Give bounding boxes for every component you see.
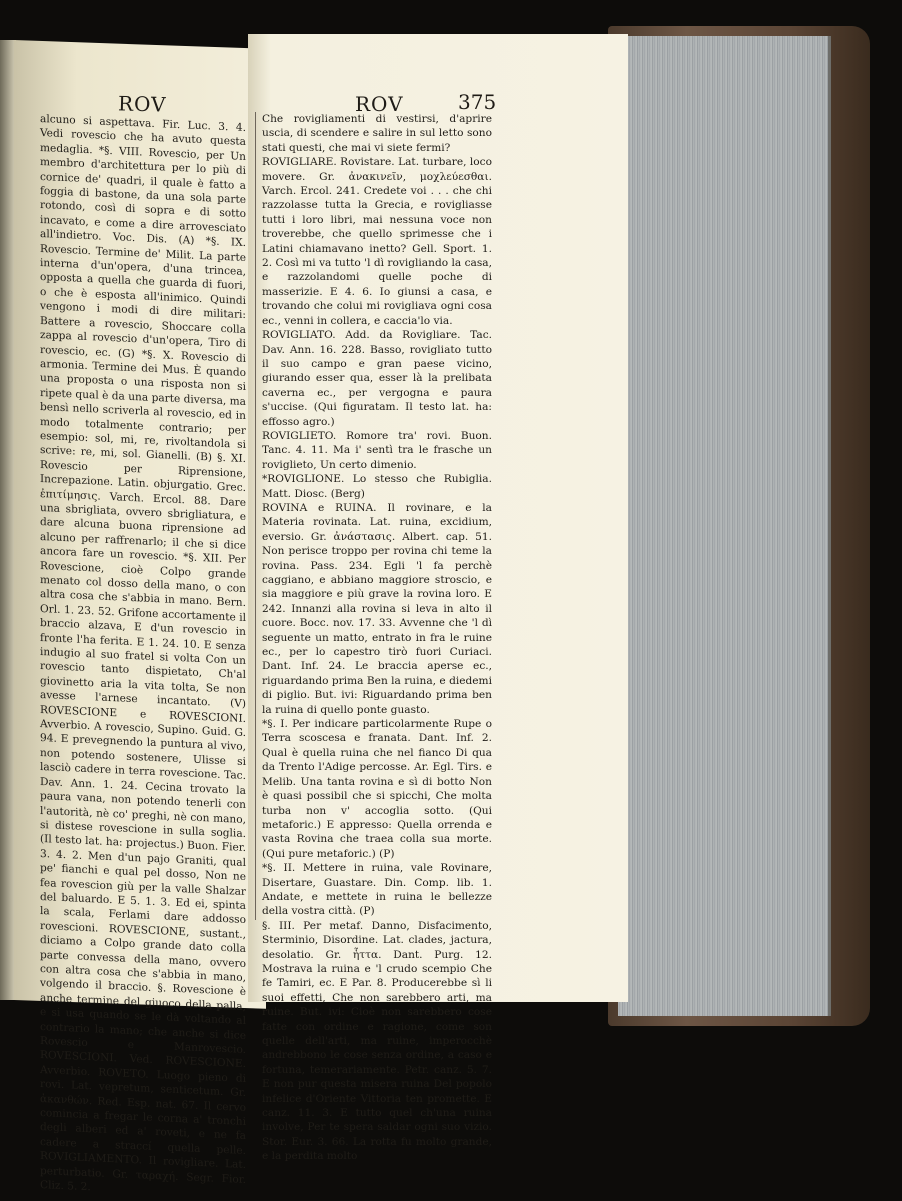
entry-paragraph: *§. I. Per indicare particolarmente Rupe o Terra scoscesa e franata. Dant. Inf. 2. Qual è quella ruina che nel fianco Di qua da Trento l'Adige percosse. Ar. Egl. Tirs. e Melib. Una tanta rovina e sì di botto Non è quasi possibil che si spicchi, Che molta turba non v' accoglia sotto. (Qui metaforic.) E appresso: Quella orrenda e vasta Rovina che traea colla sua morte. (Qui pure metaforic.) (P) xyxy=(262,718,492,860)
entry-paragraph: *ROVIGLIONE. Lo stesso che Rubiglia. Matt. Diosc. (Berg) xyxy=(262,473,492,500)
left-column-body: alcuno si aspettava. Fir. Luc. 3. 4. Vedi rovescio che ha avuto questa medaglia. *§. VIII. Rovescio, per Un membro d'architettura per lo più di cornice de' quadri, il quale è fatto a foggia di bastone, da una sola parte rotondo, così di sopra e di sotto incavato, e come a dire arrovesciato all'indietro. Voc. Dis. (A) *§. IX. Rovescio. Termine de' Milit. La parte interna d'un'opera, d'una trincea, opposta a quella che guarda di fuori, o che è esposta all'inimico. Quindi vengono i modi di dire militari: Battere a rovescio, Shoccare colla zappa al rovescio d'un'opera, Tiro di rovescio, ec. (G) *§. X. Rovescio di armonia. Termine dei Mus. È quando una proposta o una risposta non si ripete qual è da una parte diversa, ma bensì nello scriverla al rovescio, ed in modo totalmente contrario; per esempio: sol, mi, re, rivoltandola si scrive: re, mi, sol. Gianelli. (B) §. XI. Rovescio per Riprensione, Increpazione. Latin. objurgatio. Grec. ἐπιτίμησις. Varch. Ercol. 88. Dare una sbrigliata, ovvero sbrigliatura, e dare alcuna buona riprensione ad alcuno per raffrenarlo; il che si dice ancora fare un rovescio. *§. XII. Per Rovescione, cioè Colpo grande menato col dosso della mano, o con altra cosa che s'abbia in mano. Bern. Orl. 1. 23. 52. Grifone accortamente il braccio alzava, E d'un rovescio in fronte l'ha ferita. E 1. 24. 10. E senza indugio al suo fratel si volta Con un rovescio tanto dispietato, Ch'al giovinetto aria la vita tolta, Se non avesse l'arnese incantato. (V) ROVESCIONE e ROVESCIONI. Avverbio. A rovescio, Supino. Guid. G. 94. E prevegnendo la puntura al vivo, non potendo sostenere, Ulisse si lasciò cadere in terra rovescione. Tac. Dav. Ann. 1. 24. Cecina trovato la paura vana, non potendo tenerli con l'autorità, nè co' preghi, nè con mano, si distese rovescione in sulla soglia. (Il testo lat. ha: projectus.) Buon. Fier. 3. 4. 2. Men d'un pajo Graniti, qual pe' fianchi e qual pel dosso, Non ne fea rovescion giù per la valle Shalzar del baluardo. E 5. 1. 3. Ed ei, spinta la scala, Ferlami dare addosso rovescioni. ROVESCIONE, sustant., diciamo a Colpo grande dato colla parte convessa della mano, ovvero con altra cosa che s'abbia in mano, volgendo il braccio. §. Rovescione è anche termine del giuoco della palla, e si usa quando se le dà voltando al contrario la mano; che anche si dice Rovescio e Manrovescio. ROVESCIONI. Ved. ROVESCIONE. Avverbio. ROVETO. Luogo pieno di rovi. Lat. vepretum, senticetum. Gr. ἀκανθών. Red. Esp. nat. 67. Il cervo comincia a fregar le corna a' tronchi degli alberi ed a' roveti, e ne fa cadere a straccí quella pelle. ROVIGLIAMENTO. Il rovigliare. Lat. perturbatio. Gr. ταραχή. Segr. Fior. Cliz. 5. 2. xyxy=(40,113,246,1194)
entry-paragraph: *§. II. Mettere in ruina, vale Rovinare, Disertare, Guastare. Din. Comp. lib. 1. Andate, e mettete in ruina le bellezze della vostra città. (P) xyxy=(262,862,492,918)
column-rule xyxy=(255,112,256,920)
page-edges xyxy=(618,36,831,1016)
entry-paragraph: ROVIGLIETO. Romore tra' rovi. Buon. Tanc. 4. 11. Ma i' sentì tra le frasche un roviglieto, Un certo dimenio. xyxy=(262,429,492,471)
right-column-text xyxy=(262,112,492,1163)
left-page-header: ROV xyxy=(117,91,167,117)
entry-paragraph: ROVINA e RUINA. Il rovinare, e la Materia rovinata. Lat. ruina, excidium, eversio. Gr. ἀνάστασις. Albert. cap. 51. Non perisce troppo per rovina chi teme la rovina. Pass. 234. Egli 'l fa perchè caggiano, e abbiano maggiore stroscio, e sia maggiore e più grave la rovina loro. E 242. Innanzi alla rovina si leva in alto il cuore. Bocc. nov. 17. 33. Avvenne che 'l dì seguente un matto, entrato in fra le ruine ec., per lo capestro tirò fuori Curiaci. Dant. Inf. 24. Le braccia aperse ec., riguardando prima Ben la ruina, e diedemi di piglio. But. ivi: Riguardando prima ben la ruina di quello ponte guasto. xyxy=(262,501,492,716)
left-column-text xyxy=(40,112,246,1194)
entry-paragraph: ROVIGLIATO. Add. da Rovigliare. Tac. Dav. Ann. 16. 228. Basso, rovigliato tutto il suo campo e gran paese vicino, giurando esser qua, esser là la prelibata caverna ec., per vergogna e paura s'uccise. (Qui figuratam. Il testo lat. ha: effosso agro.) xyxy=(262,329,492,428)
right-page-header: ROV xyxy=(355,92,404,116)
page-number: 375 xyxy=(458,90,497,114)
entry-paragraph: §. III. Per metaf. Danno, Disfacimento, Sterminio, Disordine. Lat. clades, jactura, desolatio. Gr. ἧττα. Dant. Purg. 12. Mostrava la ruina e 'l crudo scempio Che fe Tamiri, ec. E Par. 8. Producerebbe sì li suoi effetti, Che non sarebbero arti, ma ruine. But. ivi: Cioè non sarebbero cose fatte con ordine e ragione, come son quelle dell'arti, ma ruine, imperocchè andrebbono le cose senza ordine, a caso e fortuna, temerariamente. Petr. canz. 5. 7. E non pur questa misera ruina Del popolo infelice d'Oriente Vittoria ten promette. E canz. 11. 3. E tutto quel ch'una ruina involve, Per te spera saldar ogni suo vizio. Stor. Eur. 3. 66. La rotta fu molto grande, e la perdita molto xyxy=(262,919,492,1163)
entry-paragraph: Che rovigliamenti di vestirsi, d'aprire uscia, di scendere e salire in sul letto sono stati questi, che mai vi siete fermi? xyxy=(262,113,492,154)
entry-paragraph: ROVIGLIARE. Rovistare. Lat. turbare, loco movere. Gr. ἀνακινεῖν, μοχλεύεσθαι. Varch. Ercol. 241. Credete voi . . . che chi razzolasse tutta la Grecia, e rovigliasse tutti i loro libri, mai nessuna voce non troverebbe, che quello sprimesse che i Latini chiamavano inetto? Gell. Sport. 1. 2. Così mi va tutto 'l dì rovigliando la casa, e razzolandomi quelle poche di masserizie. E 4. 6. Io giunsi a casa, e trovando che colui mi rovigliava ogni cosa ec., venni in collera, e caccia'lo via. xyxy=(262,156,492,327)
